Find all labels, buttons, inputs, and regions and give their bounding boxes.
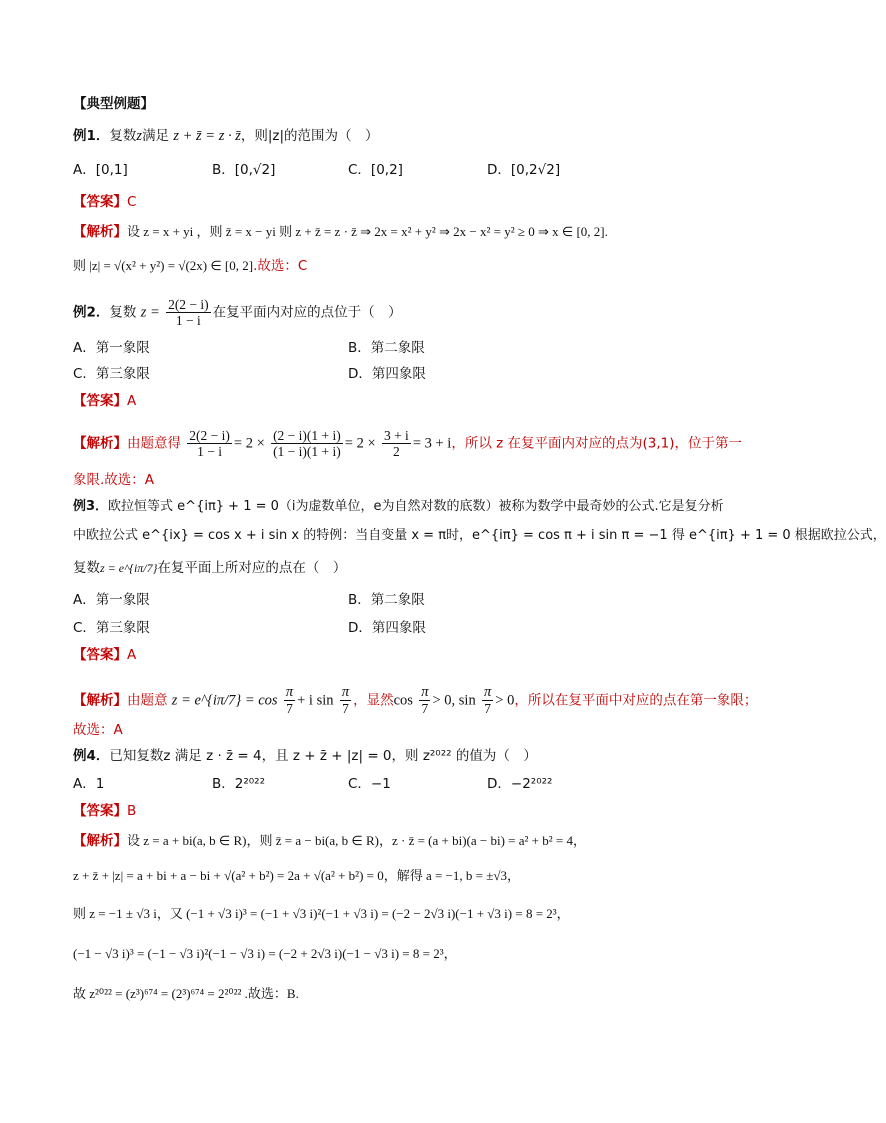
ex4-option-c: C．−1 xyxy=(348,776,391,792)
ex1-label: 例1． xyxy=(73,128,110,144)
ex1-option-a: A．[0,1] xyxy=(73,162,128,178)
ex2-option-d: D．第四象限 xyxy=(348,366,426,382)
ex2-label: 例2． xyxy=(73,304,110,321)
ex3-label: 例3． xyxy=(73,499,109,514)
ex1-answer: 【答案】C xyxy=(73,194,137,210)
ex2-answer: 【答案】A xyxy=(73,393,137,409)
ex1-question: 例1．复数z满足 z + z̄ = z · z̄，则|z|的范围为（ ） xyxy=(73,128,379,144)
ex1-analysis-cont: 则 |z| = √(x² + y²) = √(2x) ∈ [0, 2].故选：C xyxy=(73,258,308,274)
ex2-analysis: 【解析】由题意得 $\frac{2(2 - i)}{1 - i}$ = 2 × $\frac{(2 - i)(1 + i)}{(1 - i)(1 + i)}$ = 2 × $\frac{3 + i}{2}$ = 3 + i，所以 z 在复平面内对应的点为(3,1)，位于第一 xyxy=(73,428,742,459)
ex2-fraction: $\frac{2(2 - i)}{1 - i}$ xyxy=(168,297,209,328)
ex3-option-d: D．第四象限 xyxy=(348,620,426,636)
ex3-question-line2: 中欧拉公式 e^{ix} = cos x + i sin x 的特例：当自变量 x = π时，e^{iπ} = cos π + i sin π = −1 得 e^{iπ} + 1 = 0 根据欧拉公式， xyxy=(73,528,886,543)
ex4-analysis-line5: 故 z²⁰²² = (z³)⁶⁷⁴ = (2³)⁶⁷⁴ = 2²⁰²² .故选：B. xyxy=(73,986,299,1001)
ex4-answer: 【答案】B xyxy=(73,803,137,819)
ex4-analysis-line2: z + z̄ + |z| = a + bi + a − bi + √(a² + b²) = 2a + √(a² + b²) = 0，解得 a = −1, b = ±√3， xyxy=(73,868,521,883)
ex1-option-d: D．[0,2√2] xyxy=(487,162,561,178)
ex3-option-b: B．第二象限 xyxy=(348,592,425,608)
ex4-option-a: A．1 xyxy=(73,776,105,792)
ex4-analysis: 【解析】设 z = a + bi(a, b ∈ R)，则 z̄ = a − bi(a, b ∈ R)，z · z̄ = (a + bi)(a − bi) = a² + b² = 4， xyxy=(73,833,586,849)
ex2-option-c: C．第三象限 xyxy=(73,366,150,382)
ex4-option-d: D．−2²⁰²² xyxy=(487,776,553,792)
ex3-option-c: C．第三象限 xyxy=(73,620,150,636)
ex2-option-a: A．第一象限 xyxy=(73,340,150,356)
ex4-label: 例4． xyxy=(73,748,110,764)
ex2-option-b: B．第二象限 xyxy=(348,340,425,356)
ex1-condition: z + z̄ = z · z̄ xyxy=(173,128,241,144)
section-title: 【典型例题】 xyxy=(73,96,154,112)
ex4-analysis-line3: 则 z = −1 ± √3 i，又 (−1 + √3 i)³ = (−1 + √3 i)²(−1 + √3 i) = (−2 − 2√3 i)(−1 + √3 i) = 8 = 2³， xyxy=(73,906,570,921)
ex3-answer: 【答案】A xyxy=(73,647,137,663)
ex2-analysis-cont: 象限.故选：A xyxy=(73,472,155,488)
ex3-analysis-cont: 故选：A xyxy=(73,722,123,738)
ex4-analysis-line4: (−1 − √3 i)³ = (−1 − √3 i)²(−1 − √3 i) = (−2 + 2√3 i)(−1 − √3 i) = 8 = 2³， xyxy=(73,946,457,961)
ex3-question-line3: 复数z = e^{iπ/7}在复平面上所对应的点在（ ） xyxy=(73,560,347,576)
ex3-analysis: 【解析】由题意 z = e^{iπ/7} = cos $\frac{\pi}{7}$ + i sin $\frac{\pi}{7}$ ，显然cos $\frac{\pi}{7}$ > 0, sin $\frac{\pi}{7}$ > 0，所以在复平面中对应的点在第一象限； xyxy=(73,684,758,716)
ex4-question: 例4．已知复数z 满足 z · z̄ = 4，且 z + z̄ + |z| = 0，则 z²⁰²² 的值为（ ） xyxy=(73,748,537,764)
ex1-option-b: B．[0,√2] xyxy=(212,162,276,178)
ex3-question-line1: 例3．欧拉恒等式 e^{iπ} + 1 = 0（i为虚数单位，e为自然对数的底数）被称为数学中最奇妙的公式.它是复分析 xyxy=(73,499,724,514)
ex4-option-b: B．2²⁰²² xyxy=(212,776,265,792)
ex2-question: 例2．复数 z = $\frac{2(2 - i)}{1 - i}$ 在复平面内对应的点位于（ ） xyxy=(73,297,402,328)
ex1-analysis: 【解析】设 z = x + yi ，则 z̄ = x − yi 则 z + z̄ = z · z̄ ⇒ 2x = x² + y² ⇒ 2x − x² = y² ≥ 0 ⇒ x ∈ [0, 2]. xyxy=(73,224,608,240)
ex1-option-c: C．[0,2] xyxy=(348,162,403,178)
ex3-option-a: A．第一象限 xyxy=(73,592,150,608)
